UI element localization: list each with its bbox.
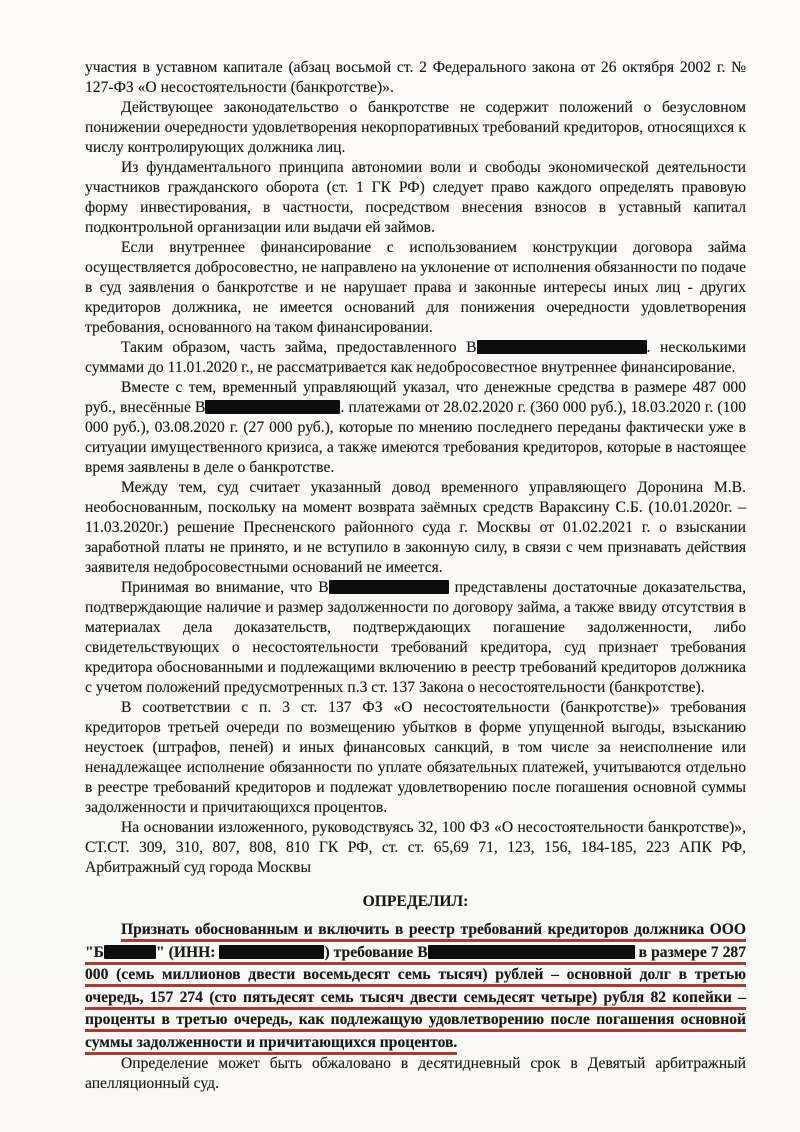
- paragraph-text: Таким образом, часть займа, предоставленного В . несколькими суммами до 11.01.2020 г., не рассматривается как недобросовестное внутреннее финансирование.: [85, 339, 746, 376]
- para-temporary-manager: [85, 378, 746, 478]
- paragraph-text: Если внутреннее финансирование с использованием конструкции договора займа осуществляется добросовестно, не направлено на уклонение от исполнения обязанности по подаче в суд заявления о банкротстве и не нарушает права и законные интересы иных лиц - других кредиторов должника, не имеется оснований для понижения очередности удовлетворения требования, основанного на таком финансировании.: [85, 239, 746, 336]
- para-appeal-term: [85, 1054, 746, 1094]
- paragraph-text: Признать обоснованным и включить в реестр требований кредиторов должника ООО "Б " (ИНН: ) требование В в размере 7 287 000 (семь миллионов двести восемьдесят семь тысяч) рублей – основной долг в третью очередь, 157 274 (сто пятьдесят семь тысяч двести семьдесят четыре) рубля 82 копейки – проценты в третью очередь, как подлежащую удовлетворению после погашения основной суммы задолженности и причитающихся процентов.: [85, 921, 746, 1055]
- document-body: [85, 58, 746, 1094]
- para-legal-basis: [85, 818, 746, 878]
- redaction-bar: [329, 580, 449, 594]
- redaction-bar: [219, 945, 324, 959]
- paragraph-text: Из фундаментального принципа автономии воли и свободы экономической деятельности участников гражданского оборота (ст. 1 ГК РФ) следует право каждого определять правовую форму инвестирования, в частности, посредством внесения взносов в уставный капитал подконтрольной организации или выдачи ей займов.: [85, 159, 746, 236]
- para-taking-into-account: [85, 578, 746, 698]
- redaction-bar: [477, 340, 647, 354]
- para-continuation-top: [85, 58, 746, 98]
- redaction-bar: [205, 400, 340, 414]
- paragraph-text: Действующее законодательство о банкротстве не содержит положений о безусловном понижении очередности удовлетворения некорпоративных требований кредиторов, относящихся к числу контролирующих должника лиц.: [85, 99, 746, 156]
- paragraph-text: В соответствии с п. 3 ст. 137 ФЗ «О несостоятельности (банкротстве)» требования кредиторов третьей очереди по возмещению убытков в форме упущенной выгоды, взысканию неустоек (штрафов, пеней) и иных финансовых санкций, в том числе за неисполнение или ненадлежащее исполнение обязанности по уплате обязательных платежей, учитываются отдельно в реестре требований кредиторов и подлежат удовлетворению после погашения основной суммы задолженности и причитающихся процентов.: [85, 699, 746, 816]
- paragraph-text: Между тем, суд считает указанный довод временного управляющего Доронина М.В. необоснованным, поскольку на момент возврата заёмных средств Вараксину С.Б. (10.01.2020г. – 11.03.2020г.) решение Пресненского районного суда г. Москвы от 01.02.2021 г. о взыскании заработной платы не принято, и не вступило в законную силу, в связи с чем признавать действия заявителя недобросовестными оснований не имеется.: [85, 479, 746, 576]
- paragraph-text: участия в уставном капитале (абзац восьмой ст. 2 Федерального закона от 26 октября 2002 г. № 127-ФЗ «О несостоятельности (банкротстве)».: [85, 59, 746, 96]
- paragraph-text: Принимая во внимание, что В представлены достаточные доказательства, подтверждающие наличие и размер задолженности по договору займа, а также ввиду отсутствия в материалах дела доказательств, подтверждающих погашение задолженности, либо свидетельствующих о несостоятельности требований кредитора, суд признает требования кредитора обоснованными и подлежащими включению в реестр требований кредиторов должника с учетом положений предусмотренных п.3 ст. 137 Закона о несостоятельности (банкротстве).: [85, 579, 746, 696]
- ruling-heading: [85, 892, 746, 912]
- para-autonomy-principle: [85, 158, 746, 238]
- para-internal-financing: [85, 238, 746, 338]
- para-law-no-provisions: [85, 98, 746, 158]
- para-court-considers: [85, 478, 746, 578]
- redaction-bar: [428, 945, 635, 959]
- paragraph-text: Вместе с тем, временный управляющий указал, что денежные средства в размере 487 000 руб., внесённые В . платежами от 28.02.2020 г. (360 000 руб.), 18.03.2020 г. (100 000 руб.), 03.08.2020 г. (27 000 руб.), которые по мнению последнего переданы фактически уже в ситуации имущественного кризиса, а также имеются требования кредиторов, которые в настоящее время заявлены в деле о банкротстве.: [85, 379, 747, 476]
- paragraph-text: Определение может быть обжаловано в десятидневный срок в Девятый арбитражный апелляционный суд.: [85, 1055, 746, 1092]
- paragraph-text: ОПРЕДЕЛИЛ:: [362, 893, 469, 910]
- para-loan-part: [85, 338, 746, 378]
- paragraph-text: На основании изложенного, руководствуясь 32, 100 ФЗ «О несостоятельности банкротстве)», СТ.СТ. 309, 310, 807, 808, 810 ГК РФ, ст. ст. 65,69 71, 123, 156, 184-185, 223 АПК РФ, Арбитражный суд города Москвы: [85, 819, 746, 876]
- redaction-bar: [104, 945, 156, 959]
- para-art-137: [85, 698, 746, 818]
- para-operative-clause: [85, 919, 746, 1054]
